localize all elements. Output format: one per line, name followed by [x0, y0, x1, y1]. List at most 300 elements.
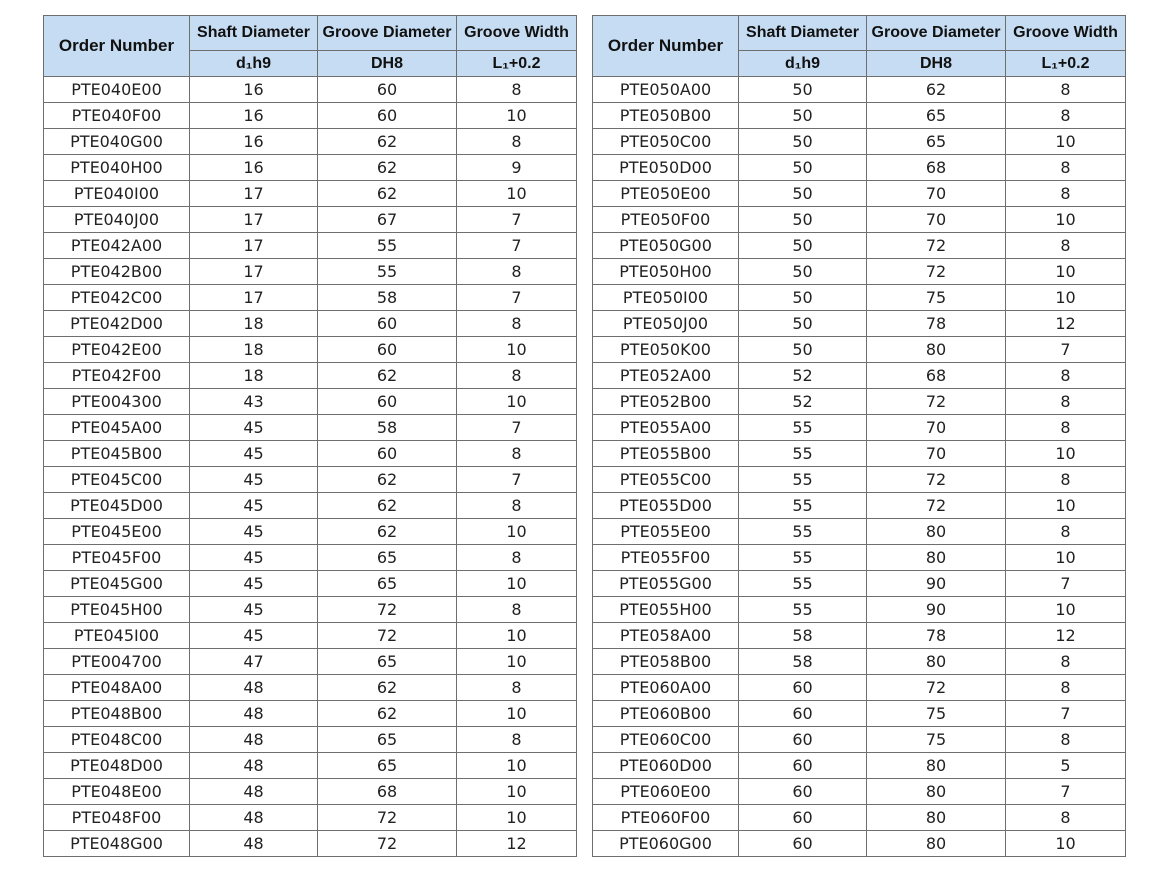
groove-width-cell: 5: [1006, 753, 1126, 779]
shaft-diameter-cell: 60: [739, 753, 867, 779]
table-row: [593, 467, 1126, 493]
order-number-cell: PTE055A00: [593, 415, 739, 441]
groove-width-cell: 10: [1006, 285, 1126, 311]
groove-diameter-cell: 62: [318, 493, 457, 519]
groove-diameter-cell: 75: [867, 285, 1006, 311]
shaft-diameter-cell: 60: [739, 675, 867, 701]
order-number-cell: PTE045A00: [44, 415, 190, 441]
table-row: [593, 363, 1126, 389]
table-row: [44, 831, 577, 857]
groove-width-cell: 10: [457, 805, 577, 831]
order-number-cell: PTE045D00: [44, 493, 190, 519]
groove-width-cell: 8: [1006, 77, 1126, 103]
table-row: [44, 233, 577, 259]
shaft-diameter-cell: 18: [190, 337, 318, 363]
order-number-cell: PTE004700: [44, 649, 190, 675]
groove-diameter-cell: 72: [867, 675, 1006, 701]
table-row: [44, 597, 577, 623]
header-shaft-diameter: Shaft Diameter: [190, 16, 318, 51]
groove-diameter-cell: 70: [867, 181, 1006, 207]
groove-diameter-cell: 60: [318, 389, 457, 415]
order-number-cell: PTE042E00: [44, 337, 190, 363]
groove-diameter-cell: 72: [318, 831, 457, 857]
header-shaft-tolerance: d₁h9: [739, 51, 867, 77]
order-number-cell: PTE040F00: [44, 103, 190, 129]
table-row: [44, 181, 577, 207]
groove-width-cell: 10: [457, 181, 577, 207]
shaft-diameter-cell: 48: [190, 701, 318, 727]
groove-width-cell: 10: [457, 701, 577, 727]
order-number-cell: PTE045E00: [44, 519, 190, 545]
groove-width-cell: 7: [457, 415, 577, 441]
groove-width-cell: 7: [457, 207, 577, 233]
table-row: [593, 493, 1126, 519]
order-number-cell: PTE045F00: [44, 545, 190, 571]
order-number-cell: PTE060C00: [593, 727, 739, 753]
groove-diameter-cell: 72: [867, 259, 1006, 285]
table-row: [44, 675, 577, 701]
groove-diameter-cell: 72: [318, 805, 457, 831]
table-row: [44, 337, 577, 363]
table-row: [593, 701, 1126, 727]
header-groove-width-tolerance: L₁+0.2: [457, 51, 577, 77]
groove-diameter-cell: 80: [867, 779, 1006, 805]
shaft-diameter-cell: 50: [739, 311, 867, 337]
table-row: [593, 181, 1126, 207]
groove-width-cell: 8: [1006, 675, 1126, 701]
shaft-diameter-cell: 18: [190, 311, 318, 337]
shaft-diameter-cell: 43: [190, 389, 318, 415]
groove-width-cell: 8: [1006, 363, 1126, 389]
groove-diameter-cell: 80: [867, 519, 1006, 545]
table-row: [593, 415, 1126, 441]
order-number-cell: PTE058B00: [593, 649, 739, 675]
order-number-cell: PTE042F00: [44, 363, 190, 389]
groove-diameter-cell: 80: [867, 545, 1006, 571]
groove-width-cell: 8: [1006, 103, 1126, 129]
groove-diameter-cell: 65: [318, 753, 457, 779]
table-row: [44, 389, 577, 415]
groove-width-cell: 8: [457, 545, 577, 571]
shaft-diameter-cell: 50: [739, 155, 867, 181]
groove-diameter-cell: 55: [318, 259, 457, 285]
table-row: [44, 441, 577, 467]
groove-diameter-cell: 70: [867, 441, 1006, 467]
shaft-diameter-cell: 17: [190, 233, 318, 259]
groove-diameter-cell: 60: [318, 77, 457, 103]
groove-diameter-cell: 70: [867, 415, 1006, 441]
groove-diameter-cell: 78: [867, 623, 1006, 649]
groove-width-cell: 10: [457, 519, 577, 545]
order-number-cell: PTE055B00: [593, 441, 739, 467]
order-number-cell: PTE045C00: [44, 467, 190, 493]
table-row: [44, 363, 577, 389]
groove-diameter-cell: 58: [318, 415, 457, 441]
order-number-cell: PTE048F00: [44, 805, 190, 831]
groove-diameter-cell: 62: [867, 77, 1006, 103]
groove-diameter-cell: 78: [867, 311, 1006, 337]
table-row: [44, 649, 577, 675]
groove-width-cell: 10: [457, 779, 577, 805]
groove-width-cell: 10: [1006, 831, 1126, 857]
order-number-cell: PTE048D00: [44, 753, 190, 779]
groove-width-cell: 8: [1006, 805, 1126, 831]
header-groove-width: Groove Width: [1006, 16, 1126, 51]
groove-width-cell: 8: [1006, 233, 1126, 259]
groove-diameter-cell: 62: [318, 181, 457, 207]
shaft-diameter-cell: 55: [739, 545, 867, 571]
groove-diameter-cell: 65: [867, 103, 1006, 129]
order-number-cell: PTE060A00: [593, 675, 739, 701]
shaft-diameter-cell: 50: [739, 285, 867, 311]
shaft-diameter-cell: 45: [190, 441, 318, 467]
groove-diameter-cell: 65: [867, 129, 1006, 155]
groove-diameter-cell: 62: [318, 363, 457, 389]
groove-width-cell: 8: [1006, 155, 1126, 181]
order-number-cell: PTE050A00: [593, 77, 739, 103]
groove-width-cell: 10: [1006, 207, 1126, 233]
order-number-cell: PTE045I00: [44, 623, 190, 649]
shaft-diameter-cell: 52: [739, 363, 867, 389]
shaft-diameter-cell: 17: [190, 181, 318, 207]
header-shaft-tolerance: d₁h9: [190, 51, 318, 77]
shaft-diameter-cell: 48: [190, 805, 318, 831]
shaft-diameter-cell: 50: [739, 259, 867, 285]
shaft-diameter-cell: 50: [739, 129, 867, 155]
order-number-cell: PTE048E00: [44, 779, 190, 805]
header-groove-diameter: Groove Diameter: [318, 16, 457, 51]
shaft-diameter-cell: 55: [739, 415, 867, 441]
groove-diameter-cell: 90: [867, 571, 1006, 597]
shaft-diameter-cell: 45: [190, 493, 318, 519]
order-number-cell: PTE048C00: [44, 727, 190, 753]
table-row: [44, 415, 577, 441]
table-row: [593, 597, 1126, 623]
groove-width-cell: 10: [457, 103, 577, 129]
groove-width-cell: 8: [457, 675, 577, 701]
order-number-cell: PTE042B00: [44, 259, 190, 285]
groove-width-cell: 8: [457, 597, 577, 623]
groove-diameter-cell: 72: [318, 597, 457, 623]
order-number-cell: PTE060G00: [593, 831, 739, 857]
groove-width-cell: 8: [457, 727, 577, 753]
groove-diameter-cell: 67: [318, 207, 457, 233]
table-row: [593, 285, 1126, 311]
right-spec-table: [592, 15, 1126, 857]
groove-diameter-cell: 58: [318, 285, 457, 311]
shaft-diameter-cell: 48: [190, 753, 318, 779]
shaft-diameter-cell: 45: [190, 597, 318, 623]
order-number-cell: PTE055C00: [593, 467, 739, 493]
groove-diameter-cell: 60: [318, 103, 457, 129]
table-row: [593, 649, 1126, 675]
groove-diameter-cell: 62: [318, 467, 457, 493]
order-number-cell: PTE048B00: [44, 701, 190, 727]
shaft-diameter-cell: 50: [739, 103, 867, 129]
table-row: [593, 233, 1126, 259]
groove-diameter-cell: 80: [867, 805, 1006, 831]
order-number-cell: PTE045G00: [44, 571, 190, 597]
groove-diameter-cell: 80: [867, 649, 1006, 675]
groove-diameter-cell: 72: [867, 493, 1006, 519]
shaft-diameter-cell: 55: [739, 441, 867, 467]
groove-width-cell: 8: [1006, 467, 1126, 493]
order-number-cell: PTE004300: [44, 389, 190, 415]
groove-width-cell: 7: [457, 467, 577, 493]
table-row: [593, 129, 1126, 155]
shaft-diameter-cell: 45: [190, 415, 318, 441]
groove-diameter-cell: 60: [318, 337, 457, 363]
groove-diameter-cell: 62: [318, 129, 457, 155]
table-row: [593, 727, 1126, 753]
groove-width-cell: 10: [1006, 259, 1126, 285]
table-row: [593, 337, 1126, 363]
table-row: [593, 805, 1126, 831]
order-number-cell: PTE050B00: [593, 103, 739, 129]
groove-width-cell: 8: [1006, 519, 1126, 545]
table-row: [593, 155, 1126, 181]
table-row: [44, 779, 577, 805]
order-number-cell: PTE055G00: [593, 571, 739, 597]
order-number-cell: PTE045B00: [44, 441, 190, 467]
table-row: [593, 831, 1126, 857]
shaft-diameter-cell: 50: [739, 77, 867, 103]
shaft-diameter-cell: 55: [739, 467, 867, 493]
groove-diameter-cell: 65: [318, 649, 457, 675]
groove-width-cell: 7: [457, 285, 577, 311]
shaft-diameter-cell: 60: [739, 701, 867, 727]
groove-diameter-cell: 72: [867, 467, 1006, 493]
groove-width-cell: 10: [457, 389, 577, 415]
table-row: [593, 207, 1126, 233]
groove-width-cell: 10: [1006, 441, 1126, 467]
order-number-cell: PTE040H00: [44, 155, 190, 181]
shaft-diameter-cell: 17: [190, 207, 318, 233]
shaft-diameter-cell: 18: [190, 363, 318, 389]
table-row: [44, 545, 577, 571]
groove-width-cell: 8: [1006, 727, 1126, 753]
shaft-diameter-cell: 55: [739, 493, 867, 519]
groove-diameter-cell: 65: [318, 545, 457, 571]
groove-width-cell: 10: [1006, 493, 1126, 519]
order-number-cell: PTE050K00: [593, 337, 739, 363]
order-number-cell: PTE048G00: [44, 831, 190, 857]
order-number-cell: PTE040G00: [44, 129, 190, 155]
shaft-diameter-cell: 47: [190, 649, 318, 675]
table-row: [593, 779, 1126, 805]
shaft-diameter-cell: 55: [739, 597, 867, 623]
header-order-number: Order Number: [44, 16, 190, 77]
groove-width-cell: 7: [1006, 337, 1126, 363]
shaft-diameter-cell: 58: [739, 623, 867, 649]
order-number-cell: PTE050C00: [593, 129, 739, 155]
order-number-cell: PTE060D00: [593, 753, 739, 779]
order-number-cell: PTE050J00: [593, 311, 739, 337]
groove-width-cell: 7: [457, 233, 577, 259]
order-number-cell: PTE052A00: [593, 363, 739, 389]
order-number-cell: PTE060E00: [593, 779, 739, 805]
shaft-diameter-cell: 55: [739, 519, 867, 545]
table-row: [44, 467, 577, 493]
shaft-diameter-cell: 60: [739, 779, 867, 805]
table-row: [44, 311, 577, 337]
table-row: [593, 675, 1126, 701]
groove-width-cell: 10: [1006, 129, 1126, 155]
order-number-cell: PTE058A00: [593, 623, 739, 649]
groove-width-cell: 7: [1006, 701, 1126, 727]
table-row: [44, 103, 577, 129]
shaft-diameter-cell: 52: [739, 389, 867, 415]
groove-width-cell: 8: [457, 493, 577, 519]
order-number-cell: PTE045H00: [44, 597, 190, 623]
groove-width-cell: 10: [457, 623, 577, 649]
shaft-diameter-cell: 45: [190, 571, 318, 597]
order-number-cell: PTE050G00: [593, 233, 739, 259]
groove-width-cell: 10: [1006, 545, 1126, 571]
order-number-cell: PTE042A00: [44, 233, 190, 259]
groove-diameter-cell: 62: [318, 675, 457, 701]
order-number-cell: PTE055D00: [593, 493, 739, 519]
order-number-cell: PTE040J00: [44, 207, 190, 233]
table-row: [593, 623, 1126, 649]
shaft-diameter-cell: 60: [739, 727, 867, 753]
groove-diameter-cell: 72: [867, 233, 1006, 259]
shaft-diameter-cell: 50: [739, 207, 867, 233]
groove-width-cell: 8: [457, 259, 577, 285]
groove-width-cell: 12: [457, 831, 577, 857]
order-number-cell: PTE055E00: [593, 519, 739, 545]
table-row: [44, 805, 577, 831]
order-number-cell: PTE040E00: [44, 77, 190, 103]
groove-diameter-cell: 68: [867, 155, 1006, 181]
groove-diameter-cell: 62: [318, 155, 457, 181]
shaft-diameter-cell: 45: [190, 519, 318, 545]
shaft-diameter-cell: 60: [739, 805, 867, 831]
groove-width-cell: 10: [457, 571, 577, 597]
groove-diameter-cell: 68: [318, 779, 457, 805]
order-number-cell: PTE050I00: [593, 285, 739, 311]
table-row: [44, 519, 577, 545]
table-row: [44, 571, 577, 597]
order-number-cell: PTE050E00: [593, 181, 739, 207]
table-row: [593, 259, 1126, 285]
shaft-diameter-cell: 48: [190, 831, 318, 857]
order-number-cell: PTE040I00: [44, 181, 190, 207]
shaft-diameter-cell: 48: [190, 675, 318, 701]
groove-diameter-cell: 75: [867, 727, 1006, 753]
groove-diameter-cell: 80: [867, 337, 1006, 363]
table-row: [44, 129, 577, 155]
table-row: [593, 389, 1126, 415]
groove-width-cell: 7: [1006, 571, 1126, 597]
left-spec-table: [43, 15, 577, 857]
shaft-diameter-cell: 50: [739, 181, 867, 207]
table-row: [44, 155, 577, 181]
shaft-diameter-cell: 16: [190, 155, 318, 181]
header-groove-diameter-tolerance: DH8: [867, 51, 1006, 77]
shaft-diameter-cell: 58: [739, 649, 867, 675]
table-row: [44, 493, 577, 519]
groove-diameter-cell: 68: [867, 363, 1006, 389]
groove-diameter-cell: 60: [318, 311, 457, 337]
groove-width-cell: 8: [457, 363, 577, 389]
groove-diameter-cell: 72: [867, 389, 1006, 415]
groove-width-cell: 8: [1006, 415, 1126, 441]
order-number-cell: PTE052B00: [593, 389, 739, 415]
order-number-cell: PTE050D00: [593, 155, 739, 181]
groove-width-cell: 12: [1006, 623, 1126, 649]
header-groove-diameter: Groove Diameter: [867, 16, 1006, 51]
groove-diameter-cell: 75: [867, 701, 1006, 727]
groove-width-cell: 8: [1006, 649, 1126, 675]
groove-width-cell: 7: [1006, 779, 1126, 805]
groove-width-cell: 10: [457, 753, 577, 779]
header-order-number: Order Number: [593, 16, 739, 77]
groove-width-cell: 8: [457, 129, 577, 155]
shaft-diameter-cell: 48: [190, 727, 318, 753]
table-row: [593, 753, 1126, 779]
groove-diameter-cell: 60: [318, 441, 457, 467]
table-row: [593, 519, 1126, 545]
groove-diameter-cell: 70: [867, 207, 1006, 233]
order-number-cell: PTE050F00: [593, 207, 739, 233]
header-groove-width: Groove Width: [457, 16, 577, 51]
table-row: [593, 77, 1126, 103]
groove-diameter-cell: 72: [318, 623, 457, 649]
order-number-cell: PTE055H00: [593, 597, 739, 623]
table-row: [593, 571, 1126, 597]
shaft-diameter-cell: 17: [190, 259, 318, 285]
table-row: [593, 441, 1126, 467]
table-row: [593, 545, 1126, 571]
groove-diameter-cell: 65: [318, 727, 457, 753]
groove-width-cell: 8: [1006, 389, 1126, 415]
groove-diameter-cell: 80: [867, 753, 1006, 779]
header-groove-diameter-tolerance: DH8: [318, 51, 457, 77]
shaft-diameter-cell: 17: [190, 285, 318, 311]
shaft-diameter-cell: 50: [739, 337, 867, 363]
groove-width-cell: 10: [457, 649, 577, 675]
groove-width-cell: 10: [1006, 597, 1126, 623]
shaft-diameter-cell: 16: [190, 77, 318, 103]
groove-diameter-cell: 62: [318, 519, 457, 545]
groove-width-cell: 10: [457, 337, 577, 363]
table-row: [593, 311, 1126, 337]
groove-diameter-cell: 62: [318, 701, 457, 727]
groove-diameter-cell: 55: [318, 233, 457, 259]
table-row: [44, 623, 577, 649]
order-number-cell: PTE060F00: [593, 805, 739, 831]
shaft-diameter-cell: 45: [190, 545, 318, 571]
order-number-cell: PTE048A00: [44, 675, 190, 701]
order-number-cell: PTE060B00: [593, 701, 739, 727]
table-row: [44, 259, 577, 285]
shaft-diameter-cell: 50: [739, 233, 867, 259]
order-number-cell: PTE050H00: [593, 259, 739, 285]
shaft-diameter-cell: 45: [190, 623, 318, 649]
table-row: [44, 701, 577, 727]
table-row: [44, 753, 577, 779]
groove-width-cell: 12: [1006, 311, 1126, 337]
groove-width-cell: 8: [1006, 181, 1126, 207]
header-shaft-diameter: Shaft Diameter: [739, 16, 867, 51]
groove-width-cell: 8: [457, 441, 577, 467]
table-row: [44, 727, 577, 753]
shaft-diameter-cell: 16: [190, 103, 318, 129]
header-groove-width-tolerance: L₁+0.2: [1006, 51, 1126, 77]
shaft-diameter-cell: 55: [739, 571, 867, 597]
order-number-cell: PTE042D00: [44, 311, 190, 337]
